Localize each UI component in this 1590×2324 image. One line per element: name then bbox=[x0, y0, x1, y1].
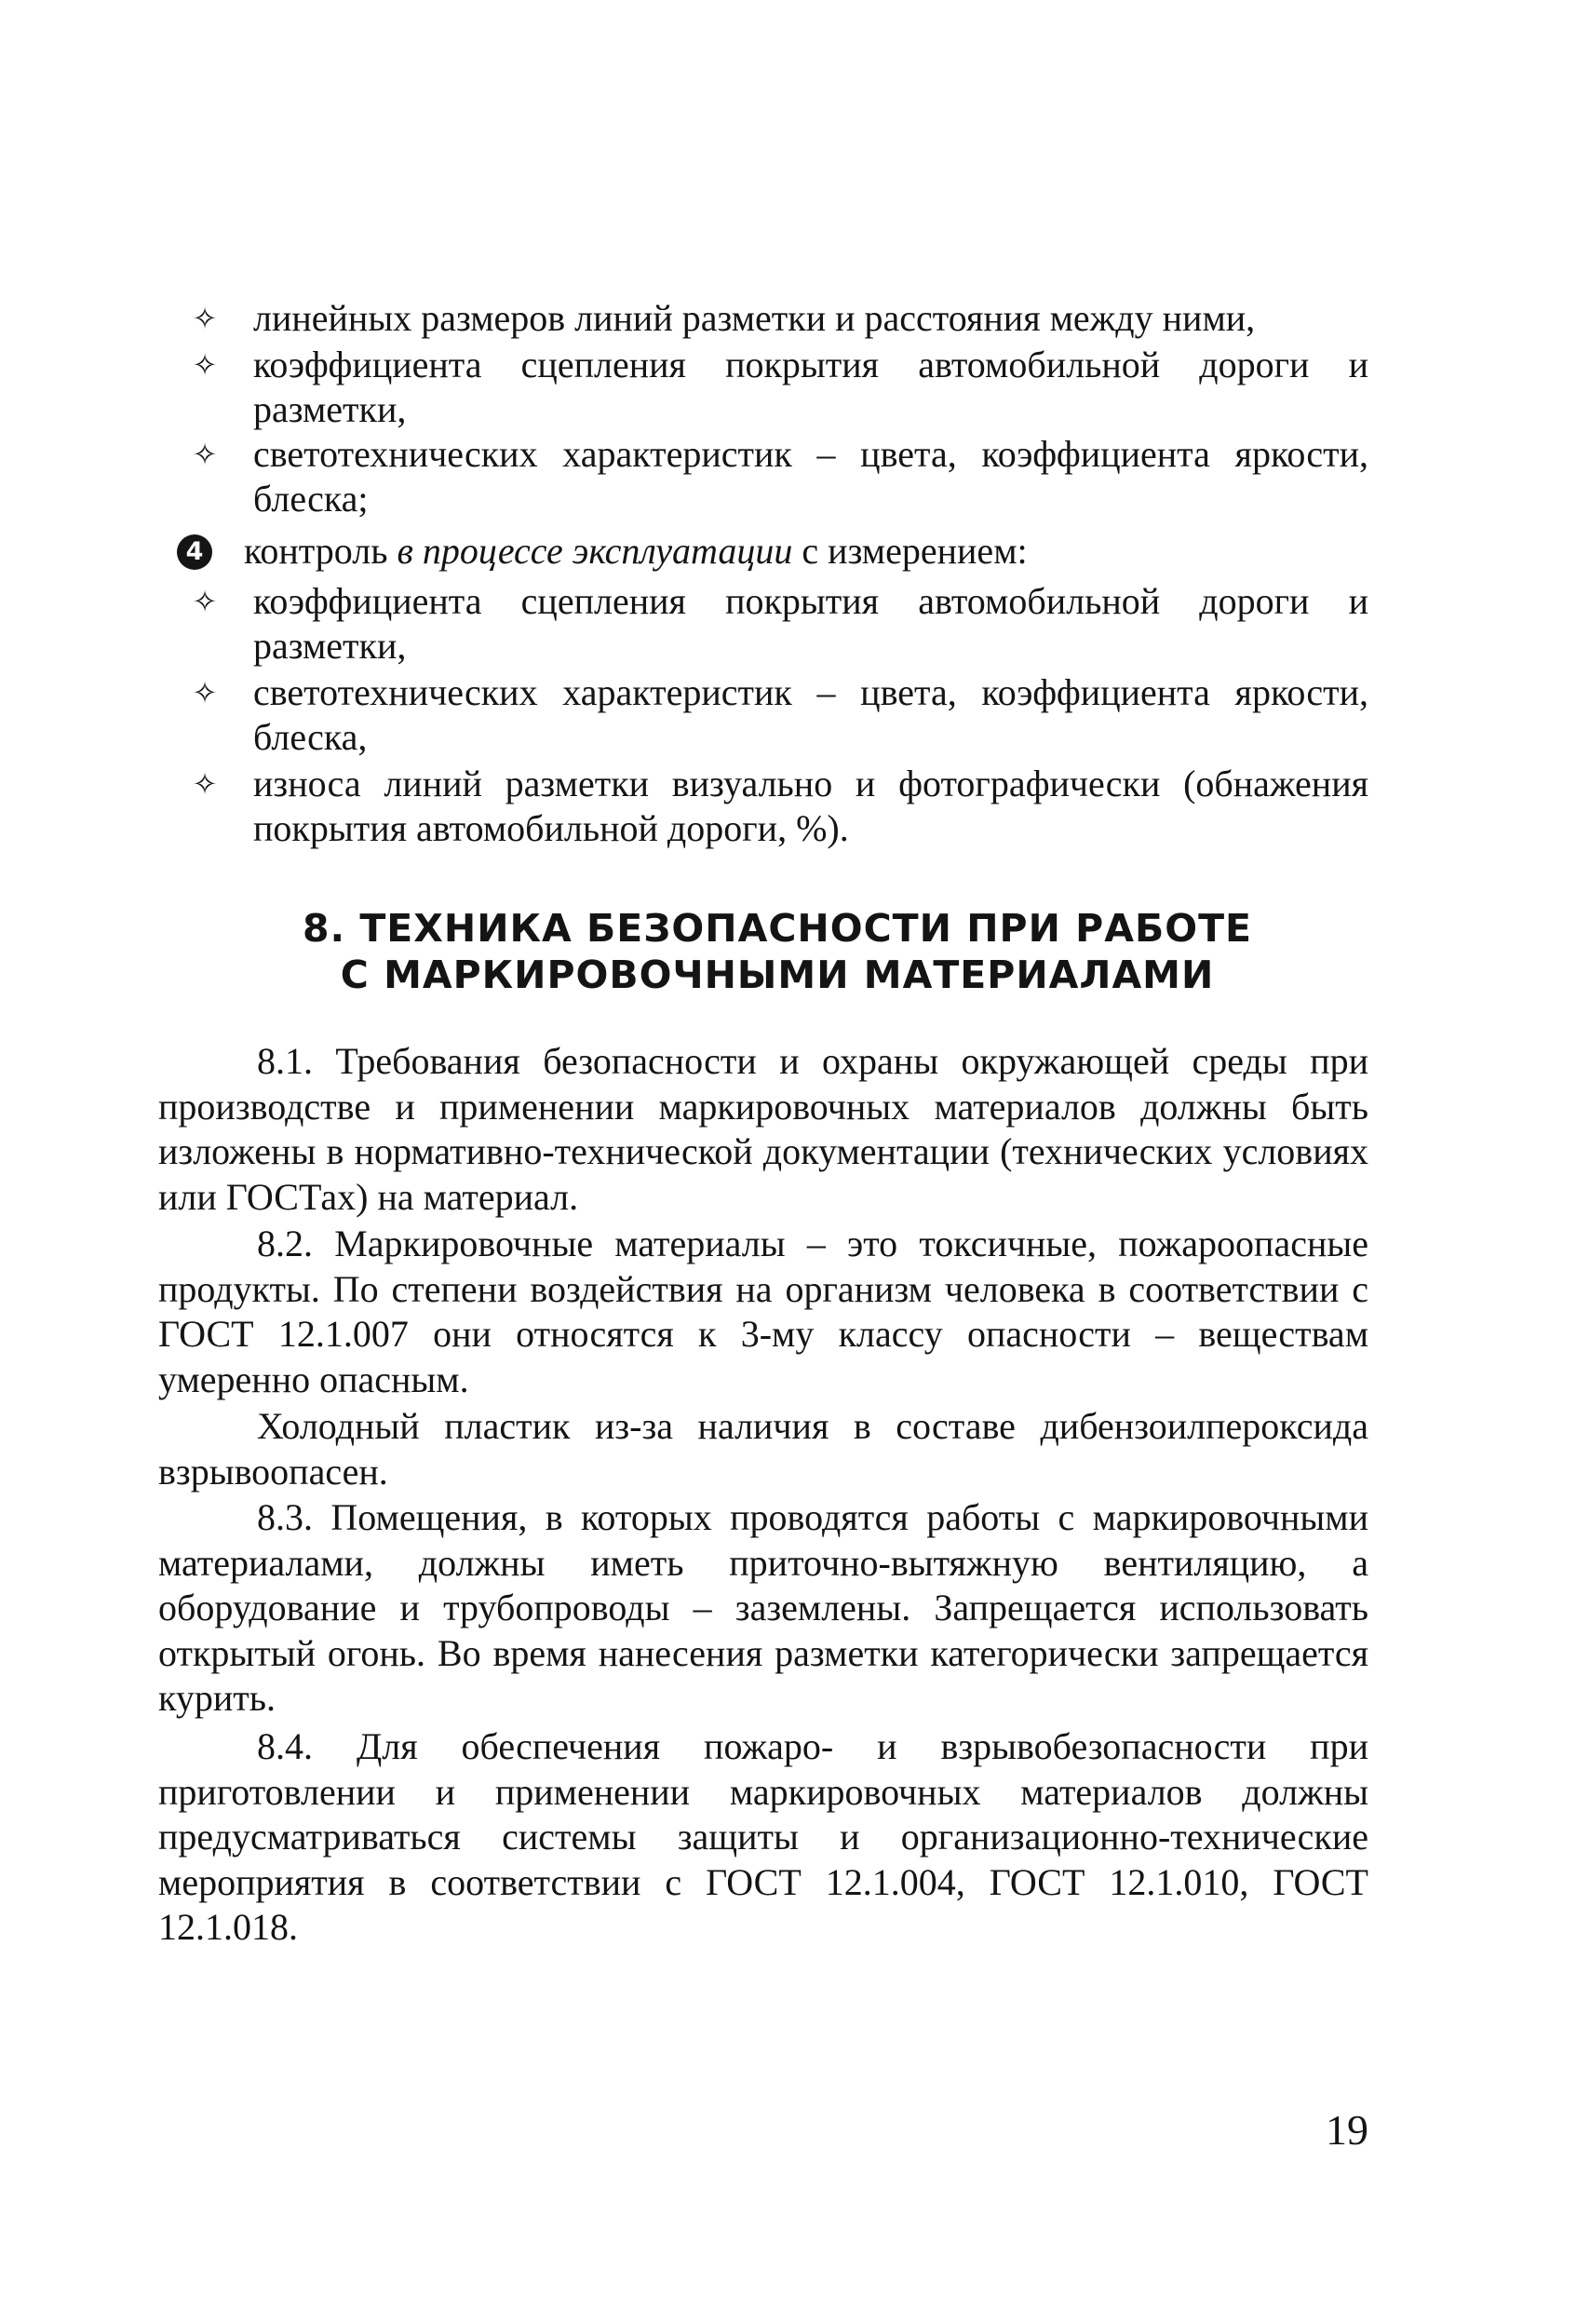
section-heading-line: 8. ТЕХНИКА БЕЗОПАСНОСТИ ПРИ РАБОТЕ bbox=[302, 906, 1253, 951]
list-item-text: линейных размеров линий разметки и расстояния между ними, bbox=[253, 297, 1256, 339]
diamond-bullet-icon: ✧ bbox=[192, 347, 218, 383]
list-item-text: коэффициента сцепления покрытия автомобильной дороги и разметки, bbox=[253, 344, 1368, 430]
paragraph: 8.3. Помещения, в которых проводятся работы с маркировочными материалами, должны иметь приточно-вытяжную вентиляцию, а оборудование и трубопроводы – заземлены. Запрещается использовать открытый огонь. Во время нанесения разметки категорически запрещается курить. bbox=[158, 1496, 1368, 1719]
section-heading-line: С МАРКИРОВОЧНЫМИ МАТЕРИАЛАМИ bbox=[340, 953, 1215, 997]
page-number: 19 bbox=[1326, 2106, 1368, 2154]
diamond-bullet-icon: ✧ bbox=[192, 437, 218, 472]
paragraph: 8.4. Для обеспечения пожаро- и взрывобезопасности при приготовлении и применении маркировочных материалов должны предусматриваться системы защиты и организационно-технические мероприятия в соответствии с ГОСТ 12.1.004, ГОСТ 12.1.010, ГОСТ 12.1.018. bbox=[158, 1725, 1368, 1948]
list-item-text: светотехнических характеристик – цвета, коэффициента яркости, блеска, bbox=[253, 671, 1368, 758]
paragraph: 8.1. Требования безопасности и охраны окружающей среды при производстве и применении маркировочных материалов должны быть изложены в нормативно-технической документации (технических условиях или ГОСТах) на материал. bbox=[158, 1040, 1368, 1218]
list-item-text: износа линий разметки визуально и фотографически (обнажения покрытия автомобильной дороги, %). bbox=[253, 763, 1368, 849]
list-item bbox=[186, 432, 1368, 521]
diamond-bullet-icon: ✧ bbox=[192, 766, 218, 802]
paragraph: Холодный пластик из-за наличия в составе дибензоилпероксида взрывоопасен. bbox=[158, 1405, 1368, 1493]
list-item-text: коэффициента сцепления покрытия автомобильной дороги и разметки, bbox=[253, 580, 1368, 667]
paragraph: 8.2. Маркировочные материалы – это токсичные, пожароопасные продукты. По степени воздействия на организм человека в соответствии с ГОСТ 12.1.007 они относятся к 3-му классу опасности – веществам умеренно опасным. bbox=[158, 1223, 1368, 1400]
list-item bbox=[186, 343, 1368, 432]
diamond-bullet-icon: ✧ bbox=[192, 675, 218, 710]
italic-phrase: в процессе эксплуатации bbox=[397, 530, 793, 572]
list-item-text: светотехнических характеристик – цвета, коэффициента яркости, блеска; bbox=[253, 433, 1368, 520]
list-item bbox=[186, 296, 1368, 341]
item-number-badge: 4 bbox=[177, 534, 212, 570]
numbered-item-text: контроль в процессе эксплуатации с измерением: bbox=[244, 530, 1028, 572]
diamond-bullet-icon: ✧ bbox=[192, 301, 218, 336]
diamond-bullet-icon: ✧ bbox=[192, 584, 218, 619]
list-item bbox=[186, 579, 1368, 669]
numbered-item bbox=[177, 529, 1368, 574]
list-item bbox=[186, 762, 1368, 851]
section-heading bbox=[186, 905, 1368, 998]
list-item bbox=[186, 670, 1368, 760]
